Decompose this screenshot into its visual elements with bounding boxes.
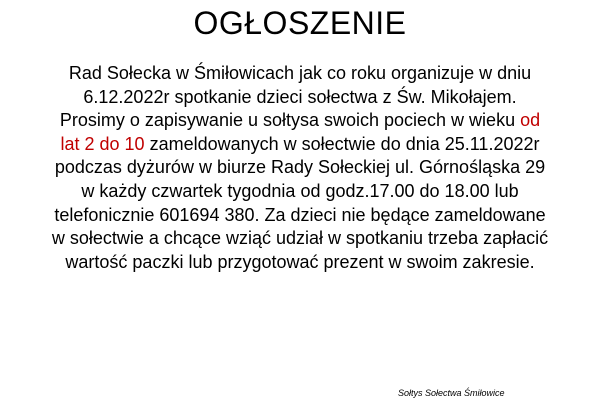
body-text-segment: Rad Sołecka w Śmiłowicach jak co roku organizuje w dniu [68, 63, 532, 83]
body-text-segment: telefonicznie 601694 380. Za dzieci nie będące zameldowane [54, 204, 546, 225]
body-text-segment: wartość paczki lub przygotować prezent w swoim zakresie. [65, 251, 535, 272]
body-line [0, 227, 600, 251]
body-line [0, 251, 600, 275]
body-line [0, 180, 600, 204]
body-line [0, 204, 600, 228]
body-line [0, 133, 600, 157]
body-text-segment: zameldowanych w sołectwie do dnia 25.11.2022r [144, 133, 540, 154]
body-text-segment: w każdy czwartek tygodnia od godz.17.00 do 18.00 lub [81, 180, 519, 201]
announcement-body [0, 62, 600, 274]
body-text-segment: podczas dyżurów w biurze Rady Sołeckiej ul. Górnośląska 29 [54, 157, 546, 178]
body-line [0, 109, 600, 133]
highlighted-age-range: lat 2 do 10 [60, 133, 145, 154]
signature: Sołtys Sołectwa Śmiłowice [398, 388, 505, 398]
announcement-title: OGŁOSZENIE [193, 5, 407, 41]
body-text-segment: w sołectwie a chcące wziąć udział w spotkaniu trzeba zapłacić [51, 228, 549, 249]
highlighted-age-range: od [520, 110, 541, 131]
body-line [0, 86, 600, 110]
body-text-segment: 6.12.2022r spotkanie dzieci sołectwa z Św. Mikołajem. [83, 86, 517, 107]
body-text-segment: Prosimy o zapisywanie u sołtysa swoich pociech w wieku [59, 110, 521, 131]
body-line [0, 156, 600, 180]
body-line [0, 62, 600, 86]
